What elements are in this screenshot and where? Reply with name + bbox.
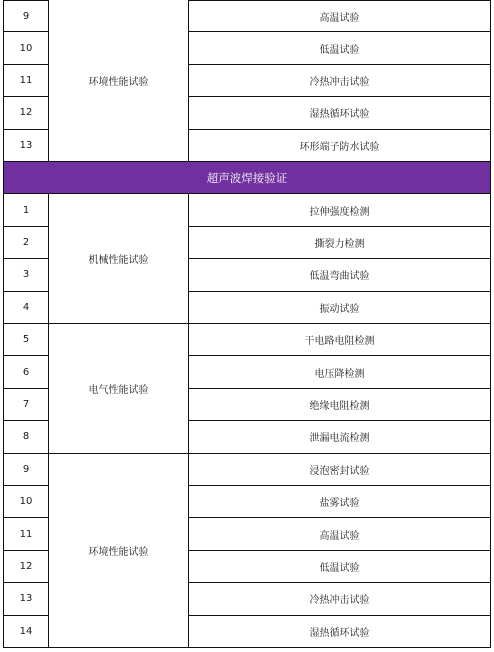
row-number: 14 <box>3 616 49 647</box>
row-number: 12 <box>3 551 49 582</box>
test-category-cell: 机械性能试验 <box>49 194 188 324</box>
test-item-name: 盐雾试验 <box>188 486 491 517</box>
row-number: 11 <box>3 65 49 96</box>
row-number: 13 <box>3 583 49 614</box>
test-item-name: 泄漏电流检测 <box>188 421 491 452</box>
test-item-name: 低温弯曲试验 <box>188 259 491 290</box>
row-number: 5 <box>3 324 49 355</box>
test-item-name: 高温试验 <box>188 518 491 549</box>
test-category-cell: 电气性能试验 <box>49 324 188 454</box>
row-number: 9 <box>3 1 49 31</box>
row-number: 13 <box>3 130 49 161</box>
test-item-name: 冷热冲击试验 <box>188 65 491 96</box>
row-number: 1 <box>3 194 49 225</box>
test-item-name: 撕裂力检测 <box>188 227 491 258</box>
row-number: 12 <box>3 97 49 128</box>
row-number: 9 <box>3 454 49 485</box>
row-number: 11 <box>3 518 49 549</box>
test-item-name: 环形端子防水试验 <box>188 130 491 161</box>
test-item-name: 绝缘电阻检测 <box>188 389 491 420</box>
test-item-name: 低温试验 <box>188 551 491 582</box>
row-number: 2 <box>3 227 49 258</box>
test-item-name: 湿热循环试验 <box>188 97 491 128</box>
section-header: 超声波焊接验证 <box>3 162 491 194</box>
row-number: 10 <box>3 32 49 63</box>
test-item-name: 浸泡密封试验 <box>188 454 491 485</box>
test-item-name: 高温试验 <box>188 1 491 31</box>
test-item-name: 电压降检测 <box>188 356 491 387</box>
row-number: 8 <box>3 421 49 452</box>
test-item-name: 干电路电阻检测 <box>188 324 491 355</box>
test-item-name: 拉伸强度检测 <box>188 194 491 225</box>
row-number: 4 <box>3 292 49 323</box>
test-category-cell: 环境性能试验 <box>49 0 188 162</box>
row-number: 6 <box>3 356 49 387</box>
test-item-name: 振动试验 <box>188 292 491 323</box>
test-item-name: 湿热循环试验 <box>188 616 491 647</box>
test-category-cell: 环境性能试验 <box>49 454 188 648</box>
test-item-name: 冷热冲击试验 <box>188 583 491 614</box>
row-number: 7 <box>3 389 49 420</box>
row-number: 3 <box>3 259 49 290</box>
row-number: 10 <box>3 486 49 517</box>
test-item-name: 低温试验 <box>188 32 491 63</box>
